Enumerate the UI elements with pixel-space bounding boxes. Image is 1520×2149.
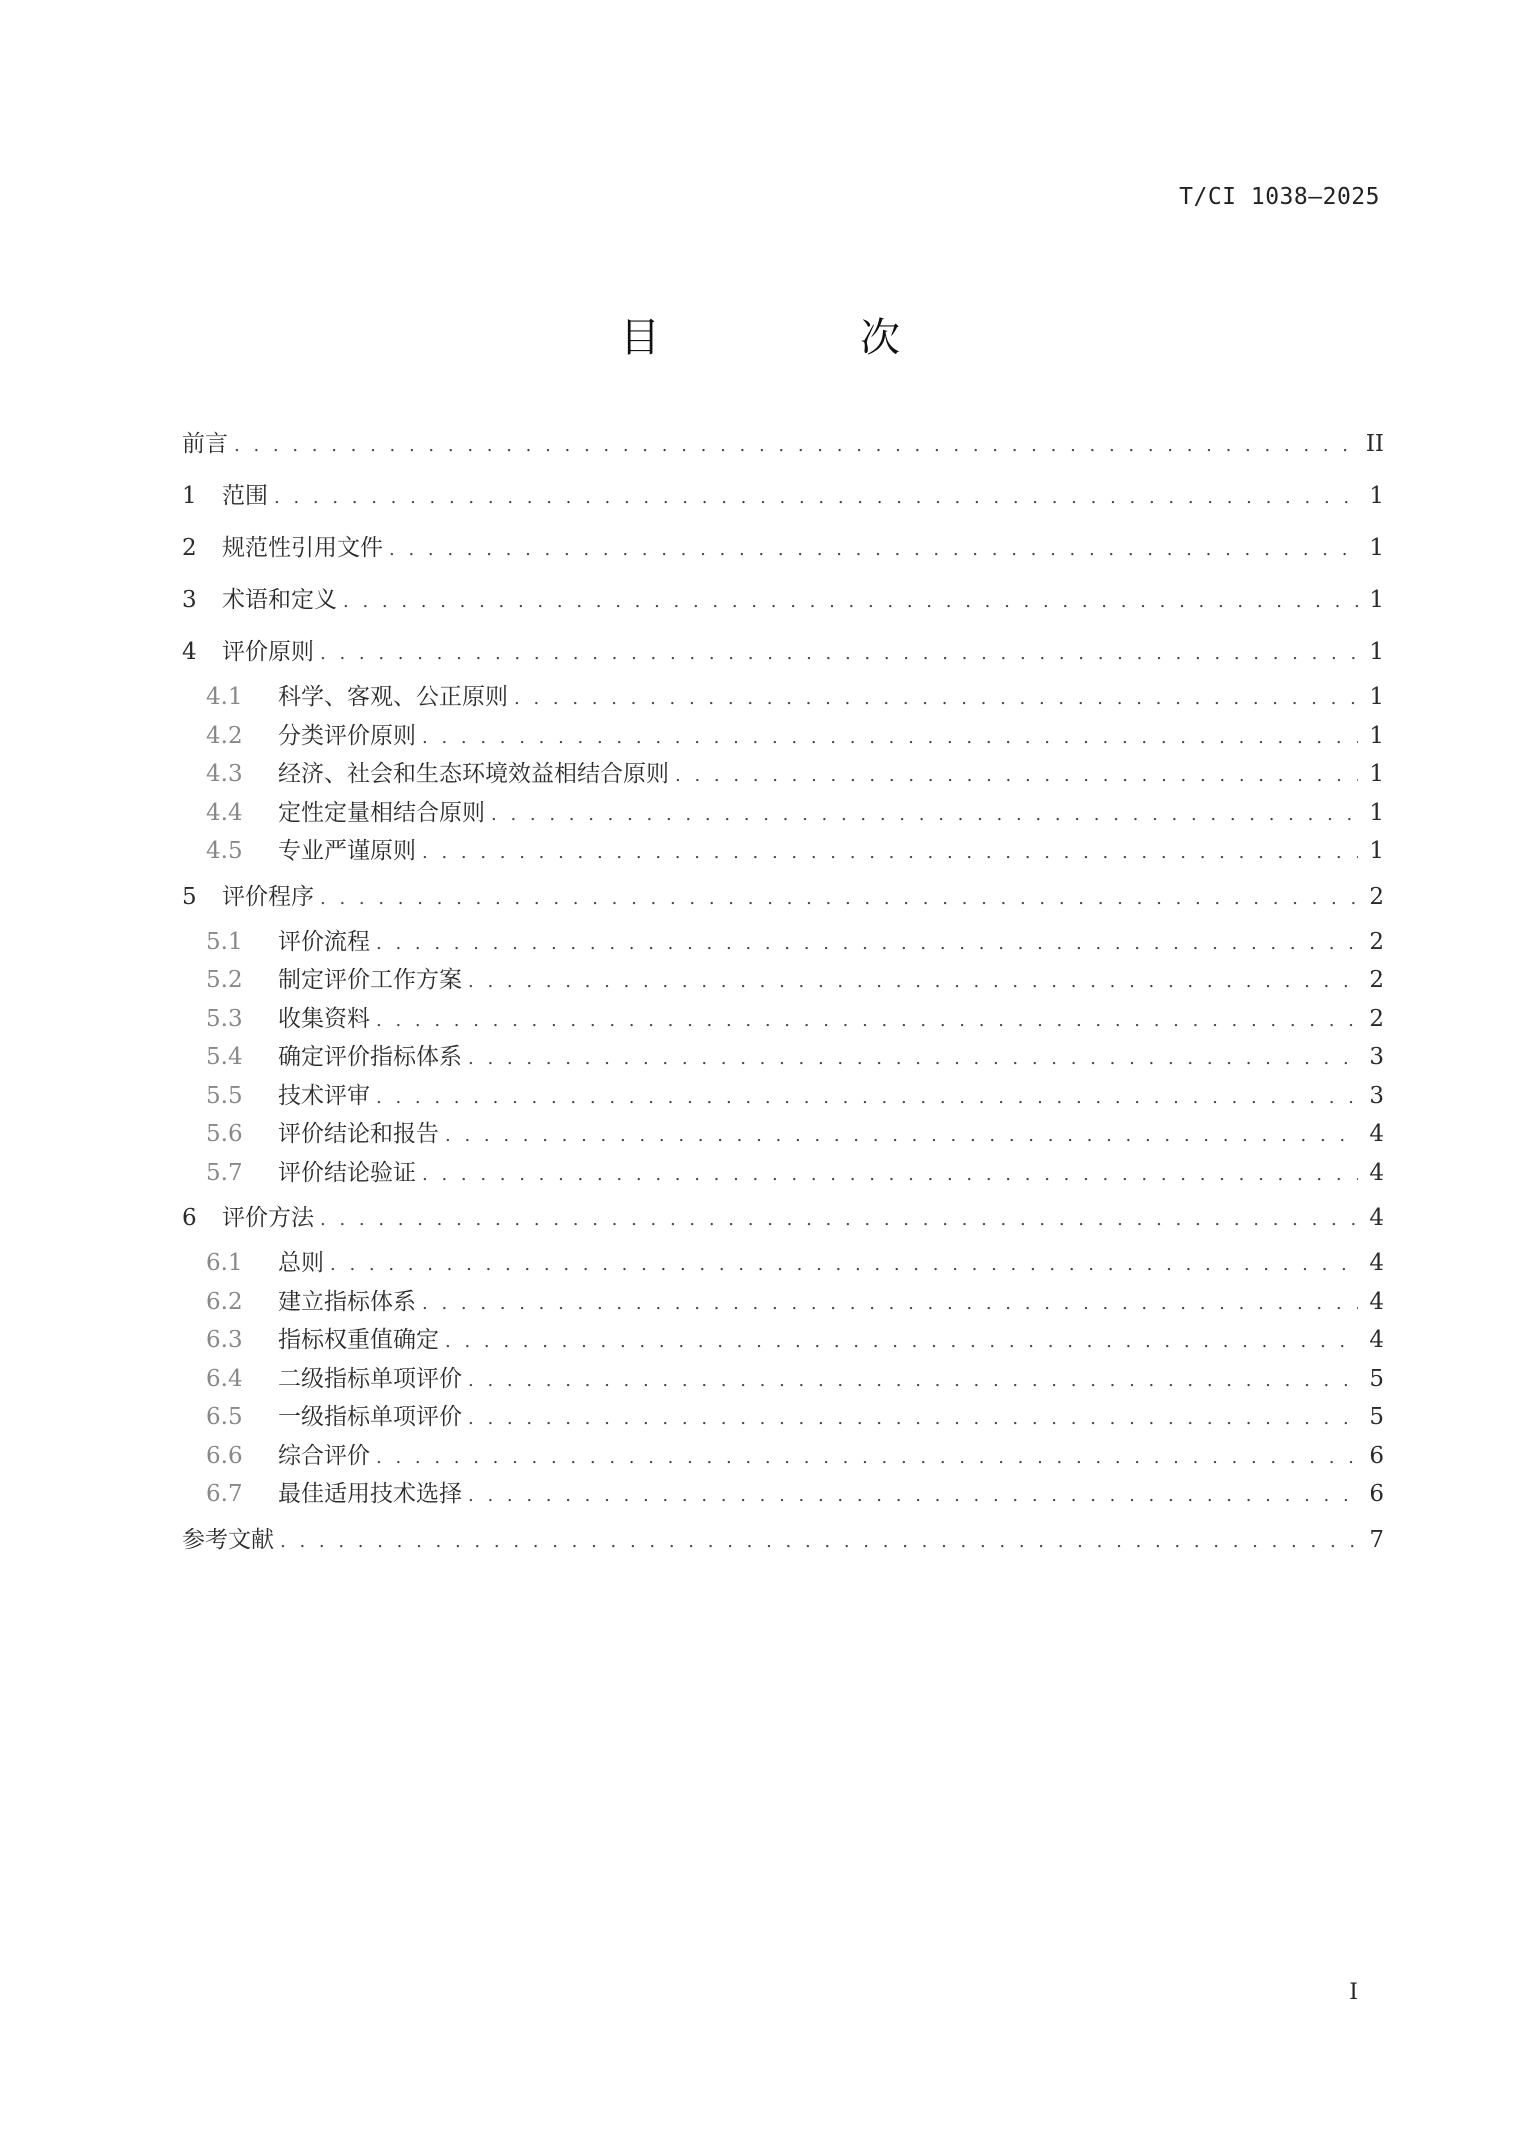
toc-entry-page: 1 <box>1369 761 1384 787</box>
toc-entry[interactable] <box>182 794 1384 833</box>
dot-leader <box>445 1117 1358 1156</box>
toc-entry-title: 评价结论和报告 <box>278 1121 439 1147</box>
dot-leader <box>422 1156 1358 1195</box>
toc-entry[interactable] <box>182 832 1384 871</box>
toc-entry-page: 1 <box>1369 838 1384 864</box>
toc-entry[interactable] <box>182 1437 1384 1476</box>
toc-entry[interactable] <box>182 871 1384 923</box>
toc-entry-title: 总则 <box>278 1250 324 1276</box>
dot-leader <box>422 834 1358 873</box>
dot-leader <box>376 1439 1358 1478</box>
dot-leader <box>468 1400 1358 1439</box>
toc-entry-number: 5 <box>182 883 197 910</box>
toc-entry[interactable] <box>182 961 1384 1000</box>
toc-entry-number: 1 <box>182 483 197 509</box>
toc-entry-number: 5.3 <box>206 1005 243 1032</box>
toc-entry-title: 确定评价指标体系 <box>278 1044 462 1070</box>
toc-entry-number: 4.5 <box>206 838 243 864</box>
toc-entry-page: 1 <box>1369 684 1384 710</box>
dot-leader <box>675 757 1358 796</box>
toc-entry-page: 4 <box>1369 1205 1384 1231</box>
dot-leader <box>422 1285 1358 1324</box>
dot-leader <box>320 628 1358 680</box>
toc-entry-page: 6 <box>1369 1481 1384 1507</box>
dot-leader <box>514 680 1358 719</box>
dot-leader <box>468 1362 1358 1401</box>
toc-entry-number: 5.1 <box>206 928 243 955</box>
toc-entry[interactable] <box>182 717 1384 756</box>
toc-entry-title: 评价程序 <box>222 883 314 910</box>
toc-entry-title: 定性定量相结合原则 <box>278 799 485 826</box>
toc-entry-page: 2 <box>1369 883 1384 910</box>
toc-entry[interactable] <box>182 626 1384 678</box>
toc-entry-number: 3 <box>182 587 197 613</box>
dot-leader <box>468 1477 1358 1516</box>
toc-entry-title: 范围 <box>222 483 268 509</box>
toc-entry-number: 4.2 <box>206 722 243 749</box>
toc-entry-page: 4 <box>1369 1288 1384 1315</box>
dot-leader <box>280 1516 1358 1568</box>
dot-leader <box>320 873 1358 925</box>
toc-entry-title: 指标权重值确定 <box>278 1327 439 1353</box>
dot-leader <box>274 472 1358 524</box>
toc-entry-title: 评价原则 <box>222 639 314 665</box>
page-number: I <box>1349 1980 1358 2005</box>
toc-entry-number: 6.4 <box>206 1365 243 1392</box>
toc-entry[interactable] <box>182 1514 1384 1566</box>
toc-entry-title: 制定评价工作方案 <box>278 967 462 993</box>
dot-leader <box>422 719 1358 758</box>
toc-entry-page: 2 <box>1369 1005 1384 1032</box>
dot-leader <box>468 1040 1358 1079</box>
toc-entry-title: 分类评价原则 <box>278 722 416 749</box>
toc-entry-page: 3 <box>1369 1044 1384 1070</box>
toc-entry-page: 4 <box>1369 1250 1384 1276</box>
toc-entry-number: 4.1 <box>206 684 243 710</box>
toc-entry[interactable] <box>182 1192 1384 1244</box>
toc-entry-page: 1 <box>1369 722 1384 749</box>
toc-entry-page: 5 <box>1369 1365 1384 1392</box>
toc-entry-title: 评价流程 <box>278 928 370 955</box>
dot-leader <box>376 1002 1358 1041</box>
toc-entry-page: 4 <box>1369 1159 1384 1186</box>
toc-entry-number: 6.6 <box>206 1442 243 1469</box>
toc-entry-number: 5.5 <box>206 1082 243 1109</box>
toc-entry[interactable] <box>182 1115 1384 1154</box>
toc-entry-title: 参考文献 <box>182 1526 274 1553</box>
toc-entry-page: 4 <box>1369 1327 1384 1353</box>
toc-entry-number: 6 <box>182 1205 197 1231</box>
toc-entry[interactable] <box>182 1244 1384 1283</box>
toc-entry-title: 规范性引用文件 <box>222 535 383 561</box>
toc-entry[interactable] <box>182 755 1384 794</box>
toc-entry-title: 科学、客观、公正原则 <box>278 684 508 710</box>
toc-entry-title: 评价方法 <box>222 1205 314 1231</box>
toc-entry-page: 2 <box>1369 967 1384 993</box>
dot-leader <box>330 1246 1358 1285</box>
toc-entry[interactable] <box>182 923 1384 962</box>
toc-entry-title: 一级指标单项评价 <box>278 1404 462 1430</box>
toc-entry[interactable] <box>182 1038 1384 1077</box>
dot-leader <box>491 796 1358 835</box>
toc-entry-title: 最佳适用技术选择 <box>278 1481 462 1507</box>
toc-entry-page: 1 <box>1369 535 1384 561</box>
toc-entry-title: 术语和定义 <box>222 587 337 613</box>
toc-entry-page: 1 <box>1369 483 1384 509</box>
toc-entry-title: 前言 <box>182 431 228 457</box>
toc-entry-number: 6.5 <box>206 1404 243 1430</box>
toc-entry-number: 4.3 <box>206 761 243 787</box>
toc-entry-number: 6.7 <box>206 1481 243 1507</box>
toc-entry-number: 4 <box>182 639 197 665</box>
dot-leader <box>389 524 1358 576</box>
table-of-contents <box>182 418 1384 1566</box>
toc-entry-title: 专业严谨原则 <box>278 838 416 864</box>
toc-entry-page: 4 <box>1369 1121 1384 1147</box>
toc-entry-title: 二级指标单项评价 <box>278 1365 462 1392</box>
dot-leader <box>376 925 1358 964</box>
toc-entry-page: 7 <box>1369 1526 1384 1553</box>
toc-entry-page: 5 <box>1369 1404 1384 1430</box>
toc-entry-title: 收集资料 <box>278 1005 370 1032</box>
toc-entry-title: 评价结论验证 <box>278 1159 416 1186</box>
toc-entry[interactable] <box>182 1154 1384 1193</box>
toc-entry-page: 1 <box>1369 639 1384 665</box>
toc-entry-page: II <box>1365 431 1384 457</box>
toc-entry-page: 1 <box>1369 587 1384 613</box>
toc-entry-page: 3 <box>1369 1082 1384 1109</box>
toc-entry-title: 建立指标体系 <box>278 1288 416 1315</box>
dot-leader <box>376 1079 1358 1118</box>
toc-entry-page: 6 <box>1369 1442 1384 1469</box>
toc-entry-number: 5.7 <box>206 1159 243 1186</box>
dot-leader <box>343 576 1358 628</box>
standard-code: T/CI 1038—2025 <box>1179 184 1380 210</box>
toc-entry[interactable] <box>182 1360 1384 1399</box>
toc-entry-number: 6.3 <box>206 1327 243 1353</box>
toc-entry[interactable] <box>182 522 1384 574</box>
toc-entry-number: 5.4 <box>206 1044 243 1070</box>
page-title: 目 次 <box>620 315 980 361</box>
toc-entry[interactable] <box>182 1000 1384 1039</box>
toc-entry[interactable] <box>182 1283 1384 1322</box>
dot-leader <box>468 963 1358 1002</box>
toc-entry[interactable] <box>182 1475 1384 1514</box>
toc-entry-number: 5.2 <box>206 967 243 993</box>
toc-entry[interactable] <box>182 1077 1384 1116</box>
toc-entry[interactable] <box>182 678 1384 717</box>
dot-leader <box>234 420 1358 472</box>
dot-leader <box>320 1194 1358 1246</box>
toc-entry[interactable] <box>182 1321 1384 1360</box>
toc-entry-number: 4.4 <box>206 799 243 826</box>
toc-entry-title: 综合评价 <box>278 1442 370 1469</box>
toc-entry-title: 经济、社会和生态环境效益相结合原则 <box>278 761 669 787</box>
toc-entry-number: 2 <box>182 535 197 561</box>
toc-entry[interactable] <box>182 574 1384 626</box>
toc-entry[interactable] <box>182 418 1384 470</box>
toc-entry-page: 1 <box>1369 799 1384 826</box>
toc-entry-number: 6.2 <box>206 1288 243 1315</box>
toc-entry-title: 技术评审 <box>278 1082 370 1109</box>
toc-entry-number: 5.6 <box>206 1121 243 1147</box>
toc-entry-number: 6.1 <box>206 1250 243 1276</box>
toc-entry[interactable] <box>182 1398 1384 1437</box>
dot-leader <box>445 1323 1358 1362</box>
toc-entry[interactable] <box>182 470 1384 522</box>
toc-entry-page: 2 <box>1369 928 1384 955</box>
